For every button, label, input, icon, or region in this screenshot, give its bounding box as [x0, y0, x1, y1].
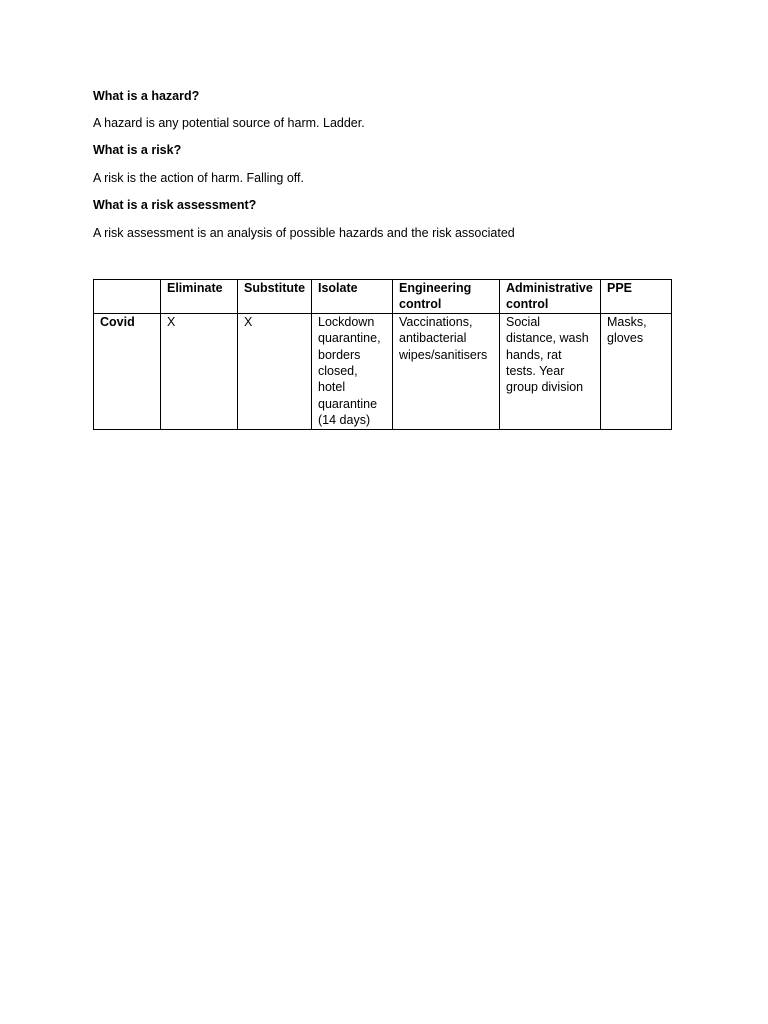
- answer-risk: A risk is the action of harm. Falling off.: [93, 171, 304, 185]
- table-header-row: [94, 280, 672, 314]
- cell-engineering-control: Vaccinations, antibacterial wipes/sanitisers: [393, 313, 500, 429]
- hierarchy-of-controls-table: [93, 279, 672, 430]
- header-cell-substitute: Substitute: [238, 280, 312, 314]
- header-cell-eliminate: Eliminate: [161, 280, 238, 314]
- cell-substitute: X: [238, 313, 312, 429]
- row-label-covid: Covid: [94, 313, 161, 429]
- header-cell-engineering-control: Engineering control: [393, 280, 500, 314]
- question-risk-assessment: What is a risk assessment?: [93, 198, 257, 212]
- cell-isolate: Lockdown quarantine, borders closed, hotel quarantine (14 days): [312, 313, 393, 429]
- answer-hazard: A hazard is any potential source of harm. Ladder.: [93, 116, 365, 130]
- header-cell-isolate: Isolate: [312, 280, 393, 314]
- cell-eliminate: X: [161, 313, 238, 429]
- cell-administrative-control: Social distance, wash hands, rat tests. Year group division: [500, 313, 601, 429]
- header-cell-blank: [94, 280, 161, 314]
- cell-ppe: Masks, gloves: [601, 313, 672, 429]
- table-row: [94, 313, 672, 429]
- answer-risk-assessment: A risk assessment is an analysis of possible hazards and the risk associated: [93, 226, 515, 240]
- header-cell-administrative-control: Administrative control: [500, 280, 601, 314]
- question-hazard: What is a hazard?: [93, 89, 200, 103]
- header-cell-ppe: PPE: [601, 280, 672, 314]
- question-risk: What is a risk?: [93, 143, 182, 157]
